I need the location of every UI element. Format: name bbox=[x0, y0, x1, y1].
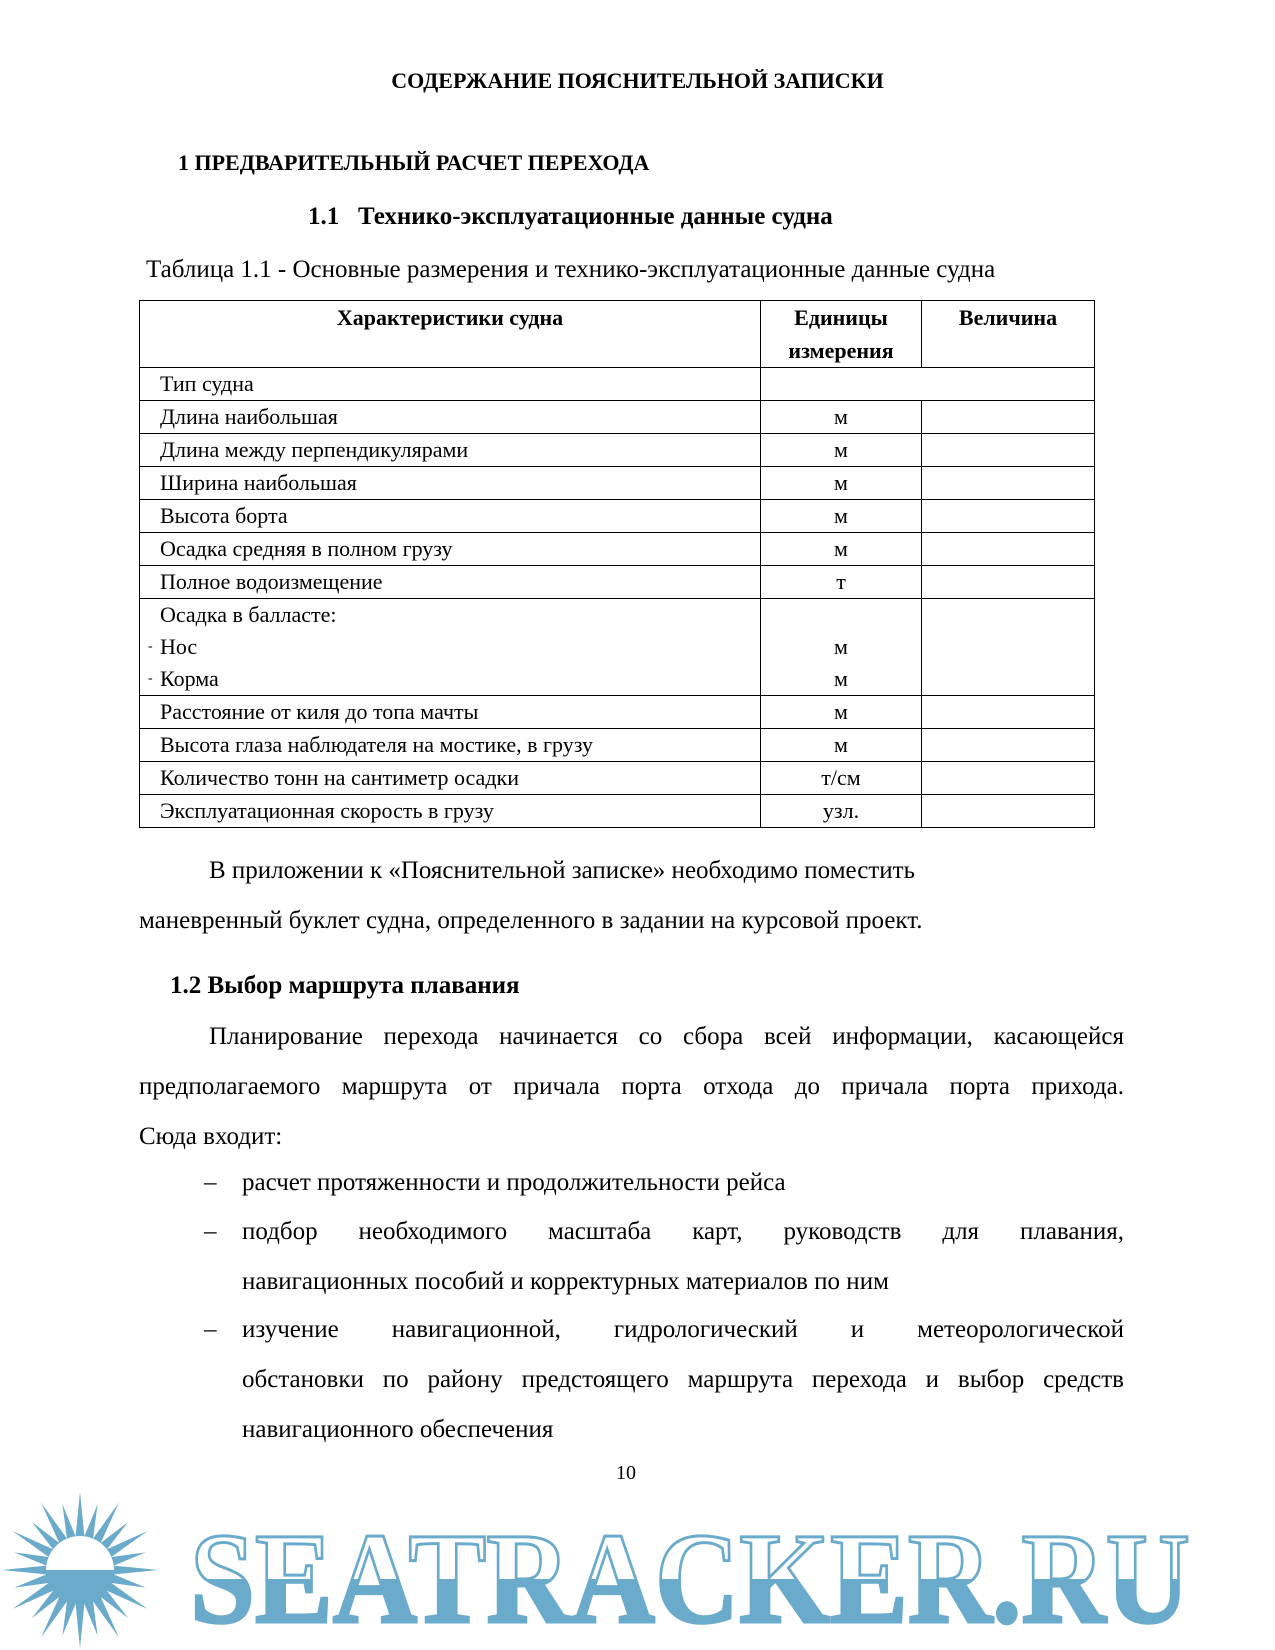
row-name: Высота глаза наблюдателя на мостике, в грузу bbox=[140, 729, 761, 762]
row-value bbox=[922, 467, 1095, 500]
row-unit: м bbox=[761, 696, 922, 729]
row-value bbox=[922, 434, 1095, 467]
row-value bbox=[922, 500, 1095, 533]
row-name: Осадка в балласте: bbox=[160, 602, 337, 627]
main-title: СОДЕРЖАНИЕ ПОЯСНИТЕЛЬНОЙ ЗАПИСКИ bbox=[391, 68, 884, 93]
row-unit: м bbox=[761, 467, 922, 500]
row-value bbox=[922, 533, 1095, 566]
section-1-1-heading: 1.1 Технико-эксплуатационные данные судна bbox=[308, 203, 833, 230]
list-item-text: изучение навигационной, гидрологический и метеорологической bbox=[242, 1316, 1124, 1343]
table-row bbox=[140, 434, 1095, 467]
table-row bbox=[140, 467, 1095, 500]
table-caption: Таблица 1.1 - Основные размерения и технико-эксплуатационные данные судна bbox=[146, 256, 996, 283]
list-item-text: навигационного обеспечения bbox=[242, 1416, 554, 1443]
table-row bbox=[140, 795, 1095, 828]
para1-line2: маневренный буклет судна, определенного в задании на курсовой проект. bbox=[139, 907, 923, 934]
paragraph-2 bbox=[139, 1012, 1124, 1162]
row-unit: т bbox=[761, 566, 922, 599]
header-value: Величина bbox=[922, 301, 1095, 368]
list-item-text: подбор необходимого масштаба карт, руководств для плавания, bbox=[242, 1218, 1124, 1245]
header-units-line2: измерения bbox=[788, 338, 894, 363]
row-unit: узл. bbox=[761, 795, 922, 828]
seatracker-watermark bbox=[0, 1490, 1275, 1650]
row-value bbox=[922, 696, 1095, 729]
list-item-text: навигационных пособий и корректурных материалов по ним bbox=[242, 1268, 889, 1295]
row-name: Расстояние от киля до топа мачты bbox=[140, 696, 761, 729]
row-value bbox=[922, 401, 1095, 434]
watermark-text: SEATRACKER.RU bbox=[190, 1507, 1190, 1650]
row-unit: м bbox=[834, 666, 848, 691]
row-unit: м bbox=[761, 434, 922, 467]
row-name: Длина наибольшая bbox=[140, 401, 761, 434]
table-row bbox=[140, 500, 1095, 533]
row-unit: т/см bbox=[761, 762, 922, 795]
table-row bbox=[140, 729, 1095, 762]
row-name-group bbox=[140, 599, 761, 696]
row-name: Осадка средняя в полном грузу bbox=[140, 533, 761, 566]
list-item bbox=[204, 1207, 1124, 1307]
row-value bbox=[922, 599, 1095, 696]
row-name: Эксплуатационная скорость в грузу bbox=[140, 795, 761, 828]
section-1-2-heading: 1.2 Выбор маршрута плавания bbox=[170, 972, 520, 999]
row-unit: м bbox=[761, 533, 922, 566]
row-name: Количество тонн на сантиметр осадки bbox=[140, 762, 761, 795]
row-value bbox=[922, 795, 1095, 828]
row-unit-group bbox=[761, 599, 922, 696]
para2-line3: Сюда входит: bbox=[139, 1123, 283, 1150]
list-dash: – bbox=[204, 1218, 217, 1245]
sub-dash: - bbox=[148, 671, 153, 686]
row-value-merged bbox=[761, 368, 1095, 401]
row-value bbox=[922, 729, 1095, 762]
list-item bbox=[204, 1305, 1124, 1455]
row-value bbox=[922, 566, 1095, 599]
row-name: Ширина наибольшая bbox=[140, 467, 761, 500]
sun-logo-icon bbox=[2, 1492, 158, 1648]
row-unit: м bbox=[761, 401, 922, 434]
row-name: Корма bbox=[160, 666, 219, 691]
list-dash: – bbox=[204, 1169, 217, 1196]
page-number: 10 bbox=[616, 1462, 636, 1484]
table-row bbox=[140, 762, 1095, 795]
list-item bbox=[204, 1158, 1124, 1208]
row-name: Высота борта bbox=[140, 500, 761, 533]
paragraph-1 bbox=[139, 846, 1039, 946]
row-name: Длина между перпендикулярами bbox=[140, 434, 761, 467]
table-row bbox=[140, 566, 1095, 599]
list-dash: – bbox=[204, 1316, 217, 1343]
row-unit: м bbox=[761, 729, 922, 762]
row-unit: м bbox=[834, 634, 848, 659]
header-units bbox=[761, 301, 922, 368]
row-value bbox=[922, 762, 1095, 795]
sub-dash: - bbox=[148, 639, 153, 654]
table-header-row bbox=[140, 301, 1095, 368]
para2-line2: предполагаемого маршрута от причала порта отхода до причала порта прихода. bbox=[139, 1073, 1124, 1100]
row-unit: м bbox=[761, 500, 922, 533]
table-row bbox=[140, 533, 1095, 566]
list-item-text: обстановки по району предстоящего маршрута перехода и выбор средств bbox=[242, 1366, 1124, 1393]
row-name: Нос bbox=[160, 634, 198, 659]
ship-data-table bbox=[139, 300, 1095, 828]
header-units-line1: Единицы bbox=[794, 305, 888, 330]
header-characteristics: Характеристики судна bbox=[140, 301, 761, 368]
table-row bbox=[140, 696, 1095, 729]
para2-line1: Планирование перехода начинается со сбора всей информации, касающейся bbox=[209, 1023, 1124, 1050]
table-row bbox=[140, 599, 1095, 696]
table-row bbox=[140, 401, 1095, 434]
table-row bbox=[140, 368, 1095, 401]
row-name: Тип судна bbox=[140, 368, 761, 401]
para1-line1: В приложении к «Пояснительной записке» необходимо поместить bbox=[209, 857, 915, 884]
section-1-heading: 1 ПРЕДВАРИТЕЛЬНЫЙ РАСЧЕТ ПЕРЕХОДА bbox=[178, 150, 650, 175]
row-name: Полное водоизмещение bbox=[140, 566, 761, 599]
list-item-text: расчет протяженности и продолжительности рейса bbox=[242, 1169, 786, 1196]
